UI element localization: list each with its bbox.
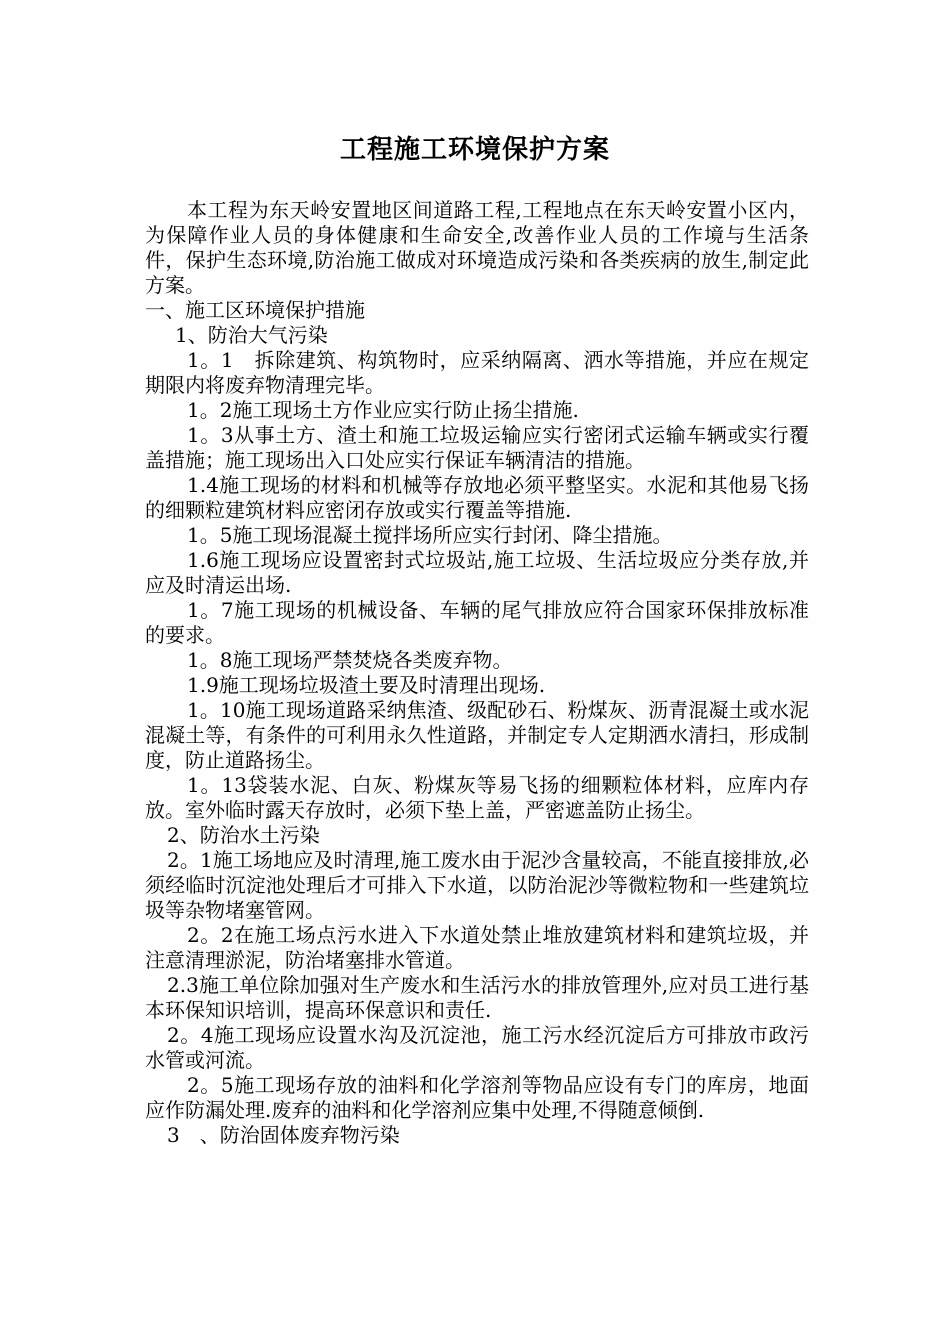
paragraph-1-10: 1。10施工现场道路采纳焦渣、级配砂石、粉煤灰、沥青混凝土或水泥混凝土等，有条件的可利用永久性道路，并制定专人定期洒水清扫，形成制度，防止道路扬尘。 <box>145 698 809 772</box>
paragraph-1-8: 1。8施工现场严禁焚烧各类废弃物。 <box>187 648 513 672</box>
paragraph-1-9: 1.9施工现场垃圾渣土要及时清理出现场. <box>187 673 546 697</box>
paragraph-2-4: 2。4施工现场应设置水沟及沉淀池，施工污水经沉淀后方可排放市政污水管或河流。 <box>145 1023 809 1072</box>
paragraph-1-3: 1。3从事土方、渣土和施工垃圾运输应实行密闭式运输车辆或实行覆盖措施；施工现场出入口处应实行保证车辆清洁的措施。 <box>145 423 809 472</box>
section-heading-1: 一、施工区环境保护措施 <box>145 298 365 322</box>
paragraph-2-3: 2.3施工单位除加强对生产废水和生活污水的排放管理外,应对员工进行基本环保知识培训，提高环保意识和责任. <box>145 973 809 1022</box>
document-title: 工程施工环境保护方案 <box>339 135 610 165</box>
paragraph-2-1: 2。1施工场地应及时清理,施工废水由于泥沙含量较高，不能直接排放,必须经临时沉淀池处理后才可排入下水道，以防治泥沙等微粒物和一些建筑垃圾等杂物堵塞管网。 <box>145 848 809 922</box>
paragraph-1-2: 1。2施工现场土方作业应实行防止扬尘措施. <box>187 398 579 422</box>
subsection-heading-1: 1、防治大气污染 <box>175 323 328 347</box>
subsection-heading-2: 2、防治水土污染 <box>167 823 320 847</box>
paragraph-1-13: 1。13袋装水泥、白灰、粉煤灰等易飞扬的细颗粒体材料，应库内存放。室外临时露天存放时，必须下垫上盖，严密遮盖防止扬尘。 <box>145 773 809 822</box>
paragraph-2-5: 2。5施工现场存放的油料和化学溶剂等物品应设有专门的库房，地面应作防漏处理.废弃的油料和化学溶剂应集中处理,不得随意倾倒. <box>145 1073 809 1122</box>
intro-paragraph: 本工程为东天岭安置地区间道路工程,工程地点在东天岭安置小区内，为保障作业人员的身体健康和生命安全,改善作业人员的工作境与生活条件，保护生态环境,防治施工做成对环境造成污染和各类疾病的放生,制定此方案。 <box>145 198 809 297</box>
paragraph-1-6: 1.6施工现场应设置密封式垃圾站,施工垃圾、生活垃圾应分类存放,并应及时清运出场. <box>145 548 809 597</box>
paragraph-1-7: 1。7施工现场的机械设备、车辆的尾气排放应符合国家环保排放标准的要求。 <box>145 598 809 647</box>
paragraph-2-2: 2。2在施工场点污水进入下水道处禁止堆放建筑材料和建筑垃圾，并注意清理淤泥，防治堵塞排水管道。 <box>145 923 809 972</box>
paragraph-1-1: 1。1 拆除建筑、构筑物时，应采纳隔离、洒水等措施，并应在规定期限内将废弃物清理完毕。 <box>145 348 809 397</box>
document-body <box>145 198 809 1148</box>
paragraph-1-5: 1。5施工现场混凝土搅拌场所应实行封闭、降尘措施。 <box>187 523 673 547</box>
paragraph-1-4: 1.4施工现场的材料和机械等存放地必须平整坚实。水泥和其他易飞扬的细颗粒建筑材料应密闭存放或实行覆盖等措施. <box>145 473 809 522</box>
subsection-heading-3: 3 、防治固体废弃物污染 <box>167 1123 400 1147</box>
